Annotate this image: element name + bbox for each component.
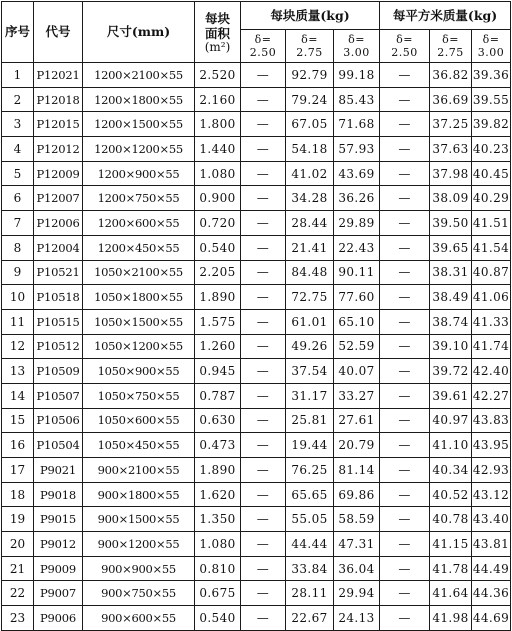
code-cell: P12015 — [34, 112, 83, 137]
seq-cell: 14 — [2, 383, 34, 408]
code-cell: P10507 — [34, 383, 83, 408]
size-cell: 1050×2100×55 — [83, 260, 195, 285]
table-row — [2, 112, 511, 137]
sqm-2-75-cell: 38.49 — [430, 285, 472, 310]
table-header — [2, 2, 511, 63]
sqm-2-75-cell: 36.82 — [430, 63, 472, 88]
sqm-3-00-cell: 43.12 — [472, 482, 511, 507]
table-row — [2, 383, 511, 408]
area-cell: 0.540 — [195, 606, 241, 631]
sqm-3-00-cell: 39.36 — [472, 63, 511, 88]
seq-cell: 20 — [2, 532, 34, 557]
seq-cell: 19 — [2, 507, 34, 532]
area-cell: 0.900 — [195, 186, 241, 211]
sqm-3-00-cell: 44.69 — [472, 606, 511, 631]
sqm-2-50-cell: — — [380, 532, 430, 557]
sqm-2-75-cell: 40.52 — [430, 482, 472, 507]
sqm-2-50-cell: — — [380, 112, 430, 137]
mass-2-75-cell: 31.17 — [286, 383, 334, 408]
mass-2-50-cell: — — [241, 532, 286, 557]
mass-3-00-cell: 22.43 — [334, 235, 380, 260]
area-cell: 2.205 — [195, 260, 241, 285]
mass-2-75-cell: 76.25 — [286, 458, 334, 483]
seq-cell: 13 — [2, 359, 34, 384]
thickness-value: 2.50 — [249, 46, 277, 59]
seq-cell: 12 — [2, 334, 34, 359]
mass-3-00-cell: 81.14 — [334, 458, 380, 483]
thickness-value: 3.00 — [343, 46, 370, 59]
seq-cell: 1 — [2, 63, 34, 88]
sqm-2-50-cell: — — [380, 433, 430, 458]
sqm-2-75-cell: 39.61 — [430, 383, 472, 408]
mass-3-00-cell: 20.79 — [334, 433, 380, 458]
area-cell: 0.540 — [195, 235, 241, 260]
table-row — [2, 482, 511, 507]
thickness-value: 2.75 — [296, 46, 323, 59]
area-cell: 1.890 — [195, 285, 241, 310]
area-cell: 2.160 — [195, 87, 241, 112]
code-cell: P12009 — [34, 161, 83, 186]
sqm-3-00-cell: 41.51 — [472, 211, 511, 236]
sqm-3-00-cell: 42.40 — [472, 359, 511, 384]
mass-2-75-cell: 79.24 — [286, 87, 334, 112]
sqm-3-00-cell: 41.74 — [472, 334, 511, 359]
thickness-value: 2.75 — [437, 46, 464, 59]
code-cell: P9018 — [34, 482, 83, 507]
mass-2-75-cell: 49.26 — [286, 334, 334, 359]
mass-2-50-cell: — — [241, 383, 286, 408]
sqm-2-75-cell: 41.98 — [430, 606, 472, 631]
mass-3-00-cell: 57.93 — [334, 137, 380, 162]
mass-2-75-cell: 61.01 — [286, 309, 334, 334]
header-thickness-0 — [241, 30, 286, 63]
table-row — [2, 433, 511, 458]
sqm-3-00-cell: 40.29 — [472, 186, 511, 211]
sqm-2-75-cell: 38.31 — [430, 260, 472, 285]
area-cell: 1.260 — [195, 334, 241, 359]
table-row — [2, 408, 511, 433]
delta-symbol: δ= — [348, 33, 365, 46]
size-cell: 900×1200×55 — [83, 532, 195, 557]
sqm-3-00-cell: 41.54 — [472, 235, 511, 260]
area-cell: 1.575 — [195, 309, 241, 334]
delta-symbol: δ= — [482, 33, 500, 46]
size-cell: 1200×900×55 — [83, 161, 195, 186]
mass-2-75-cell: 34.28 — [286, 186, 334, 211]
table-row — [2, 359, 511, 384]
area-cell: 0.473 — [195, 433, 241, 458]
table-row — [2, 87, 511, 112]
mass-3-00-cell: 29.89 — [334, 211, 380, 236]
sqm-2-50-cell: — — [380, 260, 430, 285]
size-cell: 900×900×55 — [83, 556, 195, 581]
sqm-2-50-cell: — — [380, 235, 430, 260]
thickness-value: 3.00 — [477, 46, 505, 59]
table-row — [2, 260, 511, 285]
header-code: 代号 — [34, 2, 83, 63]
code-cell: P9009 — [34, 556, 83, 581]
size-cell: 1050×1800×55 — [83, 285, 195, 310]
area-cell: 1.440 — [195, 137, 241, 162]
area-cell: 1.620 — [195, 482, 241, 507]
sqm-3-00-cell: 40.23 — [472, 137, 511, 162]
table-row — [2, 606, 511, 631]
sqm-3-00-cell: 42.27 — [472, 383, 511, 408]
table-row — [2, 211, 511, 236]
delta-symbol: δ= — [254, 33, 272, 46]
table-row — [2, 507, 511, 532]
mass-3-00-cell: 29.94 — [334, 581, 380, 606]
delta-symbol: δ= — [442, 33, 459, 46]
seq-cell: 6 — [2, 186, 34, 211]
sqm-2-50-cell: — — [380, 581, 430, 606]
sqm-2-50-cell: — — [380, 186, 430, 211]
header-area-line2: 面积 — [204, 25, 230, 41]
seq-cell: 18 — [2, 482, 34, 507]
area-cell: 0.630 — [195, 408, 241, 433]
code-cell: P10509 — [34, 359, 83, 384]
seq-cell: 11 — [2, 309, 34, 334]
area-cell: 0.945 — [195, 359, 241, 384]
sqm-2-75-cell: 37.98 — [430, 161, 472, 186]
table-row — [2, 235, 511, 260]
sqm-3-00-cell: 40.45 — [472, 161, 511, 186]
mass-2-75-cell: 37.54 — [286, 359, 334, 384]
code-cell: P9006 — [34, 606, 83, 631]
area-cell: 0.787 — [195, 383, 241, 408]
area-cell: 0.810 — [195, 556, 241, 581]
mass-3-00-cell: 69.86 — [334, 482, 380, 507]
size-cell: 1200×750×55 — [83, 186, 195, 211]
sqm-3-00-cell: 44.36 — [472, 581, 511, 606]
size-cell: 1050×750×55 — [83, 383, 195, 408]
table-row — [2, 532, 511, 557]
mass-2-50-cell: — — [241, 211, 286, 236]
mass-2-75-cell: 67.05 — [286, 112, 334, 137]
seq-cell: 15 — [2, 408, 34, 433]
header-area — [195, 2, 241, 63]
mass-2-50-cell: — — [241, 507, 286, 532]
mass-2-50-cell: — — [241, 235, 286, 260]
sqm-2-50-cell: — — [380, 359, 430, 384]
sqm-3-00-cell: 44.49 — [472, 556, 511, 581]
size-cell: 900×750×55 — [83, 581, 195, 606]
size-cell: 1050×600×55 — [83, 408, 195, 433]
mass-2-75-cell: 19.44 — [286, 433, 334, 458]
mass-2-50-cell: — — [241, 433, 286, 458]
table-row — [2, 285, 511, 310]
mass-2-50-cell: — — [241, 87, 286, 112]
mass-3-00-cell: 47.31 — [334, 532, 380, 557]
steel-formwork-mass-table — [1, 1, 511, 631]
sqm-2-75-cell: 40.78 — [430, 507, 472, 532]
mass-3-00-cell: 33.27 — [334, 383, 380, 408]
sqm-2-50-cell: — — [380, 334, 430, 359]
code-cell: P10518 — [34, 285, 83, 310]
delta-symbol: δ= — [301, 33, 318, 46]
sqm-2-50-cell: — — [380, 309, 430, 334]
size-cell: 1050×450×55 — [83, 433, 195, 458]
sqm-3-00-cell: 43.40 — [472, 507, 511, 532]
size-cell: 1050×1500×55 — [83, 309, 195, 334]
mass-2-75-cell: 84.48 — [286, 260, 334, 285]
seq-cell: 7 — [2, 211, 34, 236]
area-cell: 0.720 — [195, 211, 241, 236]
code-cell: P12004 — [34, 235, 83, 260]
mass-2-50-cell: — — [241, 309, 286, 334]
size-cell: 1200×1500×55 — [83, 112, 195, 137]
header-mass-per-sqm: 每平方米质量(kg) — [380, 2, 511, 30]
sqm-2-50-cell: — — [380, 408, 430, 433]
size-cell: 1200×450×55 — [83, 235, 195, 260]
header-seq: 序号 — [2, 2, 34, 63]
sqm-2-50-cell: — — [380, 211, 430, 236]
mass-2-75-cell: 28.44 — [286, 211, 334, 236]
mass-2-50-cell: — — [241, 112, 286, 137]
table-row — [2, 63, 511, 88]
mass-2-75-cell: 55.05 — [286, 507, 334, 532]
mass-2-50-cell: — — [241, 581, 286, 606]
code-cell: P10504 — [34, 433, 83, 458]
sqm-3-00-cell: 39.82 — [472, 112, 511, 137]
mass-2-50-cell: — — [241, 458, 286, 483]
sqm-2-50-cell: — — [380, 383, 430, 408]
table-body — [2, 63, 511, 631]
sqm-2-50-cell: — — [380, 458, 430, 483]
mass-3-00-cell: 40.07 — [334, 359, 380, 384]
table-row — [2, 556, 511, 581]
mass-3-00-cell: 99.18 — [334, 63, 380, 88]
code-cell: P10521 — [34, 260, 83, 285]
header-thickness-2 — [334, 30, 380, 63]
code-cell: P10512 — [34, 334, 83, 359]
mass-2-75-cell: 65.65 — [286, 482, 334, 507]
code-cell: P9021 — [34, 458, 83, 483]
code-cell: P10515 — [34, 309, 83, 334]
size-cell: 1200×1200×55 — [83, 137, 195, 162]
header-mass-per-block: 每块质量(kg) — [241, 2, 380, 30]
sqm-3-00-cell: 43.95 — [472, 433, 511, 458]
sqm-2-50-cell: — — [380, 482, 430, 507]
mass-2-50-cell: — — [241, 606, 286, 631]
sqm-3-00-cell: 41.33 — [472, 309, 511, 334]
area-cell: 0.675 — [195, 581, 241, 606]
seq-cell: 23 — [2, 606, 34, 631]
sqm-2-75-cell: 40.34 — [430, 458, 472, 483]
seq-cell: 5 — [2, 161, 34, 186]
sqm-2-75-cell: 39.65 — [430, 235, 472, 260]
area-cell: 2.520 — [195, 63, 241, 88]
header-thickness-1 — [286, 30, 334, 63]
seq-cell: 21 — [2, 556, 34, 581]
mass-2-75-cell: 33.84 — [286, 556, 334, 581]
sqm-2-50-cell: — — [380, 606, 430, 631]
mass-2-50-cell: — — [241, 482, 286, 507]
code-cell: P12012 — [34, 137, 83, 162]
code-cell: P12018 — [34, 87, 83, 112]
mass-3-00-cell: 36.04 — [334, 556, 380, 581]
area-cell: 1.080 — [195, 532, 241, 557]
mass-2-75-cell: 21.41 — [286, 235, 334, 260]
sqm-3-00-cell: 43.83 — [472, 408, 511, 433]
sqm-2-75-cell: 36.69 — [430, 87, 472, 112]
sqm-2-75-cell: 39.10 — [430, 334, 472, 359]
seq-cell: 3 — [2, 112, 34, 137]
size-cell: 1200×600×55 — [83, 211, 195, 236]
code-cell: P9015 — [34, 507, 83, 532]
sqm-3-00-cell: 43.81 — [472, 532, 511, 557]
mass-3-00-cell: 90.11 — [334, 260, 380, 285]
header-area-line1: 每块 — [204, 10, 230, 26]
mass-2-75-cell: 22.67 — [286, 606, 334, 631]
sqm-3-00-cell: 41.06 — [472, 285, 511, 310]
seq-cell: 22 — [2, 581, 34, 606]
seq-cell: 4 — [2, 137, 34, 162]
mass-3-00-cell: 85.43 — [334, 87, 380, 112]
table-row — [2, 458, 511, 483]
mass-3-00-cell: 65.10 — [334, 309, 380, 334]
sqm-2-50-cell: — — [380, 137, 430, 162]
mass-3-00-cell: 43.69 — [334, 161, 380, 186]
mass-2-75-cell: 54.18 — [286, 137, 334, 162]
mass-3-00-cell: 77.60 — [334, 285, 380, 310]
sqm-2-75-cell: 41.15 — [430, 532, 472, 557]
area-cell: 1.350 — [195, 507, 241, 532]
mass-2-75-cell: 92.79 — [286, 63, 334, 88]
sqm-2-50-cell: — — [380, 63, 430, 88]
sqm-3-00-cell: 42.93 — [472, 458, 511, 483]
mass-3-00-cell: 58.59 — [334, 507, 380, 532]
area-cell: 1.890 — [195, 458, 241, 483]
code-cell: P12007 — [34, 186, 83, 211]
sqm-3-00-cell: 40.87 — [472, 260, 511, 285]
seq-cell: 17 — [2, 458, 34, 483]
sqm-2-50-cell: — — [380, 161, 430, 186]
sqm-2-75-cell: 39.50 — [430, 211, 472, 236]
seq-cell: 9 — [2, 260, 34, 285]
header-thickness-5 — [472, 30, 511, 63]
code-cell: P9007 — [34, 581, 83, 606]
sqm-2-50-cell: — — [380, 87, 430, 112]
mass-2-50-cell: — — [241, 137, 286, 162]
mass-2-50-cell: — — [241, 285, 286, 310]
mass-3-00-cell: 24.13 — [334, 606, 380, 631]
mass-2-50-cell: — — [241, 186, 286, 211]
sqm-2-75-cell: 41.10 — [430, 433, 472, 458]
header-size: 尺寸(mm) — [83, 2, 195, 63]
sqm-2-75-cell: 37.25 — [430, 112, 472, 137]
code-cell: P9012 — [34, 532, 83, 557]
header-thickness-4 — [430, 30, 472, 63]
sqm-2-50-cell: — — [380, 507, 430, 532]
mass-3-00-cell: 27.61 — [334, 408, 380, 433]
seq-cell: 16 — [2, 433, 34, 458]
mass-2-75-cell: 72.75 — [286, 285, 334, 310]
size-cell: 1050×1200×55 — [83, 334, 195, 359]
mass-2-75-cell: 44.44 — [286, 532, 334, 557]
sqm-2-75-cell: 40.97 — [430, 408, 472, 433]
size-cell: 1200×2100×55 — [83, 63, 195, 88]
seq-cell: 2 — [2, 87, 34, 112]
mass-2-75-cell: 41.02 — [286, 161, 334, 186]
sqm-2-75-cell: 37.63 — [430, 137, 472, 162]
mass-2-50-cell: — — [241, 161, 286, 186]
sqm-3-00-cell: 39.55 — [472, 87, 511, 112]
mass-2-50-cell: — — [241, 556, 286, 581]
table-row — [2, 309, 511, 334]
sqm-2-50-cell: — — [380, 556, 430, 581]
code-cell: P12006 — [34, 211, 83, 236]
size-cell: 1200×1800×55 — [83, 87, 195, 112]
header-area-unit: (m²) — [204, 39, 231, 54]
mass-2-50-cell: — — [241, 408, 286, 433]
header-thickness-3 — [380, 30, 430, 63]
area-cell: 1.080 — [195, 161, 241, 186]
mass-2-50-cell: — — [241, 63, 286, 88]
code-cell: P12021 — [34, 63, 83, 88]
mass-2-75-cell: 28.11 — [286, 581, 334, 606]
sqm-2-75-cell: 41.64 — [430, 581, 472, 606]
sqm-2-75-cell: 38.74 — [430, 309, 472, 334]
mass-2-50-cell: — — [241, 359, 286, 384]
sqm-2-50-cell: — — [380, 285, 430, 310]
size-cell: 900×2100×55 — [83, 458, 195, 483]
seq-cell: 8 — [2, 235, 34, 260]
sqm-2-75-cell: 38.09 — [430, 186, 472, 211]
size-cell: 900×600×55 — [83, 606, 195, 631]
table-row — [2, 581, 511, 606]
mass-3-00-cell: 52.59 — [334, 334, 380, 359]
mass-2-50-cell: — — [241, 334, 286, 359]
delta-symbol: δ= — [396, 33, 413, 46]
size-cell: 900×1800×55 — [83, 482, 195, 507]
mass-2-50-cell: — — [241, 260, 286, 285]
sqm-2-75-cell: 41.78 — [430, 556, 472, 581]
area-cell: 1.800 — [195, 112, 241, 137]
table-row — [2, 334, 511, 359]
size-cell: 900×1500×55 — [83, 507, 195, 532]
mass-3-00-cell: 71.68 — [334, 112, 380, 137]
code-cell: P10506 — [34, 408, 83, 433]
seq-cell: 10 — [2, 285, 34, 310]
size-cell: 1050×900×55 — [83, 359, 195, 384]
thickness-value: 2.50 — [391, 46, 418, 59]
mass-3-00-cell: 36.26 — [334, 186, 380, 211]
mass-2-75-cell: 25.81 — [286, 408, 334, 433]
sqm-2-75-cell: 39.72 — [430, 359, 472, 384]
table-row — [2, 137, 511, 162]
table-row — [2, 186, 511, 211]
table-row — [2, 161, 511, 186]
